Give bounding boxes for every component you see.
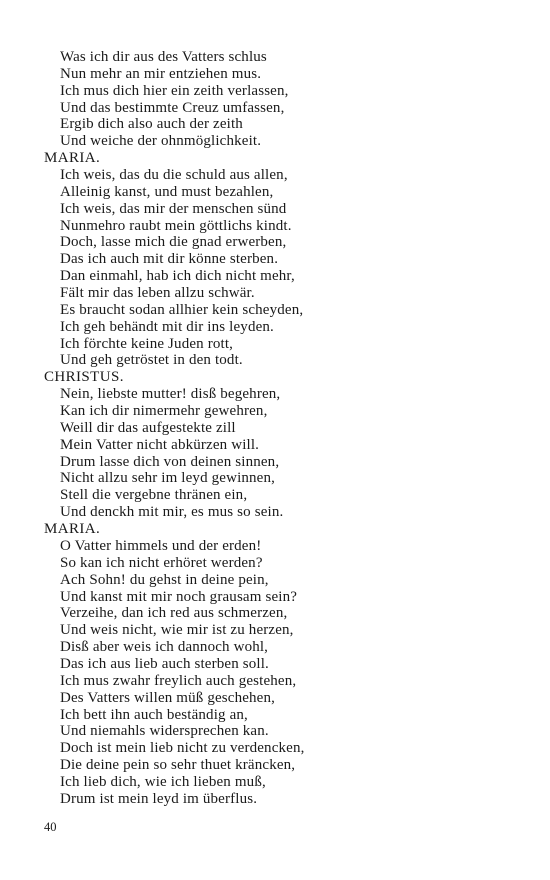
speaker-name: CHRISTUS. (44, 369, 124, 386)
verse-line: Weill dir das aufgestekte zill (60, 419, 236, 436)
verse-line: Ergib dich also auch der zeith (60, 116, 243, 133)
verse-line: Ich weis, das du die schuld aus allen, (60, 167, 288, 184)
verse-line: Fält mir das leben allzu schwär. (60, 285, 255, 302)
speaker-name: MARIA. (44, 521, 101, 538)
verse-line: Drum ist mein leyd im überflus. (60, 790, 258, 807)
verse-line: Die deine pein so sehr thuet kräncken, (60, 757, 296, 774)
verse-line: Ich bett ihn auch beständig an, (60, 706, 248, 723)
verse-line: Nunmehro raubt mein göttlichs kindt. (60, 217, 292, 234)
verse-line: Was ich dir aus des Vatters schlus (60, 49, 267, 65)
verse-line: O Vatter himmels und der erden! (60, 537, 262, 554)
page-number: 40 (44, 820, 57, 834)
verse-line: Kan ich dir nimermehr gewehren, (60, 403, 268, 420)
verse-line: Ich mus dich hier ein zeith verlassen, (60, 82, 289, 99)
verse-line: Ich förchte keine Juden rott, (60, 335, 234, 352)
verse-line: Alleinig kanst, und must bezahlen, (60, 183, 274, 200)
verse-line: Mein Vatter nicht abkürzen will. (60, 436, 260, 453)
verse-line: Nun mehr an mir entziehen mus. (60, 65, 262, 82)
verse-line: Dan einmahl, hab ich dich nicht mehr, (60, 268, 295, 285)
verse-line: Und geh getröstet in den todt. (60, 352, 243, 369)
verse-line: Drum lasse dich von deinen sinnen, (60, 453, 280, 470)
verse-line: Nein, liebste mutter! disß begehren, (60, 386, 281, 403)
verse-line: Des Vatters willen müß geschehen, (60, 689, 276, 706)
verse-line: Disß aber weis ich dannoch wohl, (60, 639, 269, 656)
verse-line: Ich lieb dich, wie ich lieben muß, (60, 773, 266, 790)
verse-line: Ich mus zwahr freylich auch gestehen, (60, 672, 297, 689)
verse-line: Nicht allzu sehr im leyd gewinnen, (60, 470, 276, 487)
verse-line: Und das bestimmte Creuz umfassen, (60, 99, 285, 116)
verse-line: Stell die vergebne thränen ein, (60, 487, 248, 504)
verse-line: Doch ist mein lieb nicht zu verdencken, (60, 740, 305, 757)
verse-line: Und kanst mit mir noch grausam sein? (60, 588, 298, 605)
verse-line: Verzeihe, dan ich red aus schmerzen, (60, 605, 288, 622)
verse-line: Ich geh behändt mit dir ins leyden. (60, 318, 274, 335)
speaker-name: MARIA. (44, 150, 101, 167)
verse-line: Doch, lasse mich die gnad erwerben, (60, 234, 287, 251)
verse-line: Ich weis, das mir der menschen sünd (60, 200, 287, 217)
verse-line: Und weiche der ohnmöglichkeit. (60, 133, 262, 150)
verse-line: Das ich aus lieb auch sterben soll. (60, 655, 269, 672)
verse-line: So kan ich nicht erhöret werden? (60, 554, 263, 571)
verse-line: Das ich auch mit dir könne sterben. (60, 251, 279, 268)
verse-line: Es braucht sodan allhier kein scheyden, (60, 301, 304, 318)
verse-text-block (44, 49, 524, 808)
verse-line: Ach Sohn! du gehst in deine pein, (60, 571, 269, 588)
verse-line: Und denckh mit mir, es mus so sein. (60, 504, 284, 521)
verse-line: Und niemahls widersprechen kan. (60, 723, 269, 740)
verse-line: Und weis nicht, wie mir ist zu herzen, (60, 622, 294, 639)
